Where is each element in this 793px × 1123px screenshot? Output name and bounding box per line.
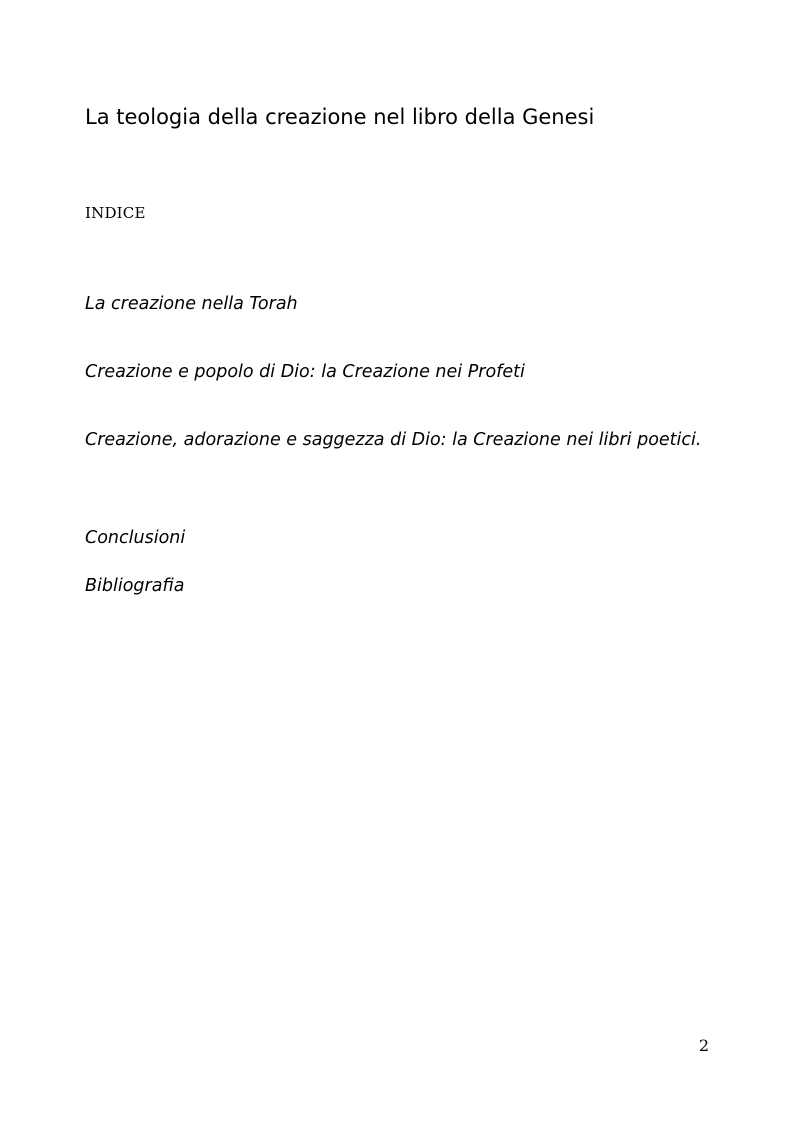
toc-entry-profeti: Creazione e popolo di Dio: la Creazione nei Profeti (85, 362, 525, 382)
toc-entry-torah: La creazione nella Torah (85, 294, 298, 314)
index-heading: INDICE (85, 204, 146, 222)
toc-entry-conclusioni: Conclusioni (85, 528, 186, 548)
page-number: 2 (698, 1036, 709, 1055)
toc-entry-libri-poetici: Creazione, adorazione e saggezza di Dio: la Creazione nei libri poetici. (85, 430, 702, 450)
toc-entry-bibliografia: Bibliografia (85, 576, 185, 596)
document-title: La teologia della creazione nel libro della Genesi (85, 105, 595, 129)
